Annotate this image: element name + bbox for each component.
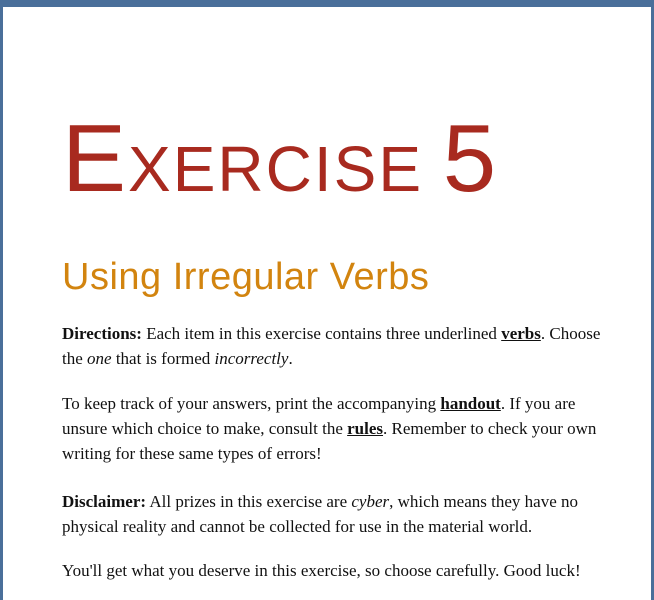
rules-link[interactable]: rules	[347, 419, 384, 438]
directions-em-one: one	[87, 349, 112, 368]
closing-paragraph: You'll get what you deserve in this exercise, so choose carefully. Good luck!	[62, 561, 581, 580]
disclaimer-text-2: , which means they have no physical reality and cannot be collected for use in the material world.	[62, 492, 578, 536]
verbs-link[interactable]: verbs	[501, 324, 541, 343]
directions-text-1: Each item in this exercise contains three underlined	[141, 324, 502, 343]
exercise-title	[62, 105, 499, 212]
tracking-paragraph	[62, 391, 622, 466]
exercise-subtitle: Using Irregular Verbs	[62, 256, 430, 298]
disclaimer-em-cyber: cyber	[351, 492, 390, 511]
disclaimer-text-1: All prizes in this exercise are	[146, 492, 352, 511]
tracking-text-3: . Remember to check your own writing for these same types of errors!	[62, 419, 597, 463]
directions-text-3: that is formed	[111, 349, 215, 368]
directions-text-2: . Choose the	[62, 324, 601, 368]
disclaimer-paragraph	[62, 489, 622, 539]
tracking-text-1: To keep track of your answers, print the accompanying	[62, 394, 441, 413]
directions-paragraph	[62, 321, 622, 371]
handout-link[interactable]: handout	[440, 394, 501, 413]
directions-label: Directions:	[62, 324, 142, 343]
title-rest: XERCISE	[128, 133, 443, 205]
disclaimer-label: Disclaimer:	[62, 492, 147, 511]
directions-text-4: .	[288, 349, 293, 368]
tracking-text-2: . If you are unsure which choice to make, consult the	[62, 394, 576, 438]
title-first-letter: E	[62, 105, 129, 212]
title-number: 5	[442, 105, 499, 212]
directions-em-incorrectly: incorrectly	[214, 349, 289, 368]
